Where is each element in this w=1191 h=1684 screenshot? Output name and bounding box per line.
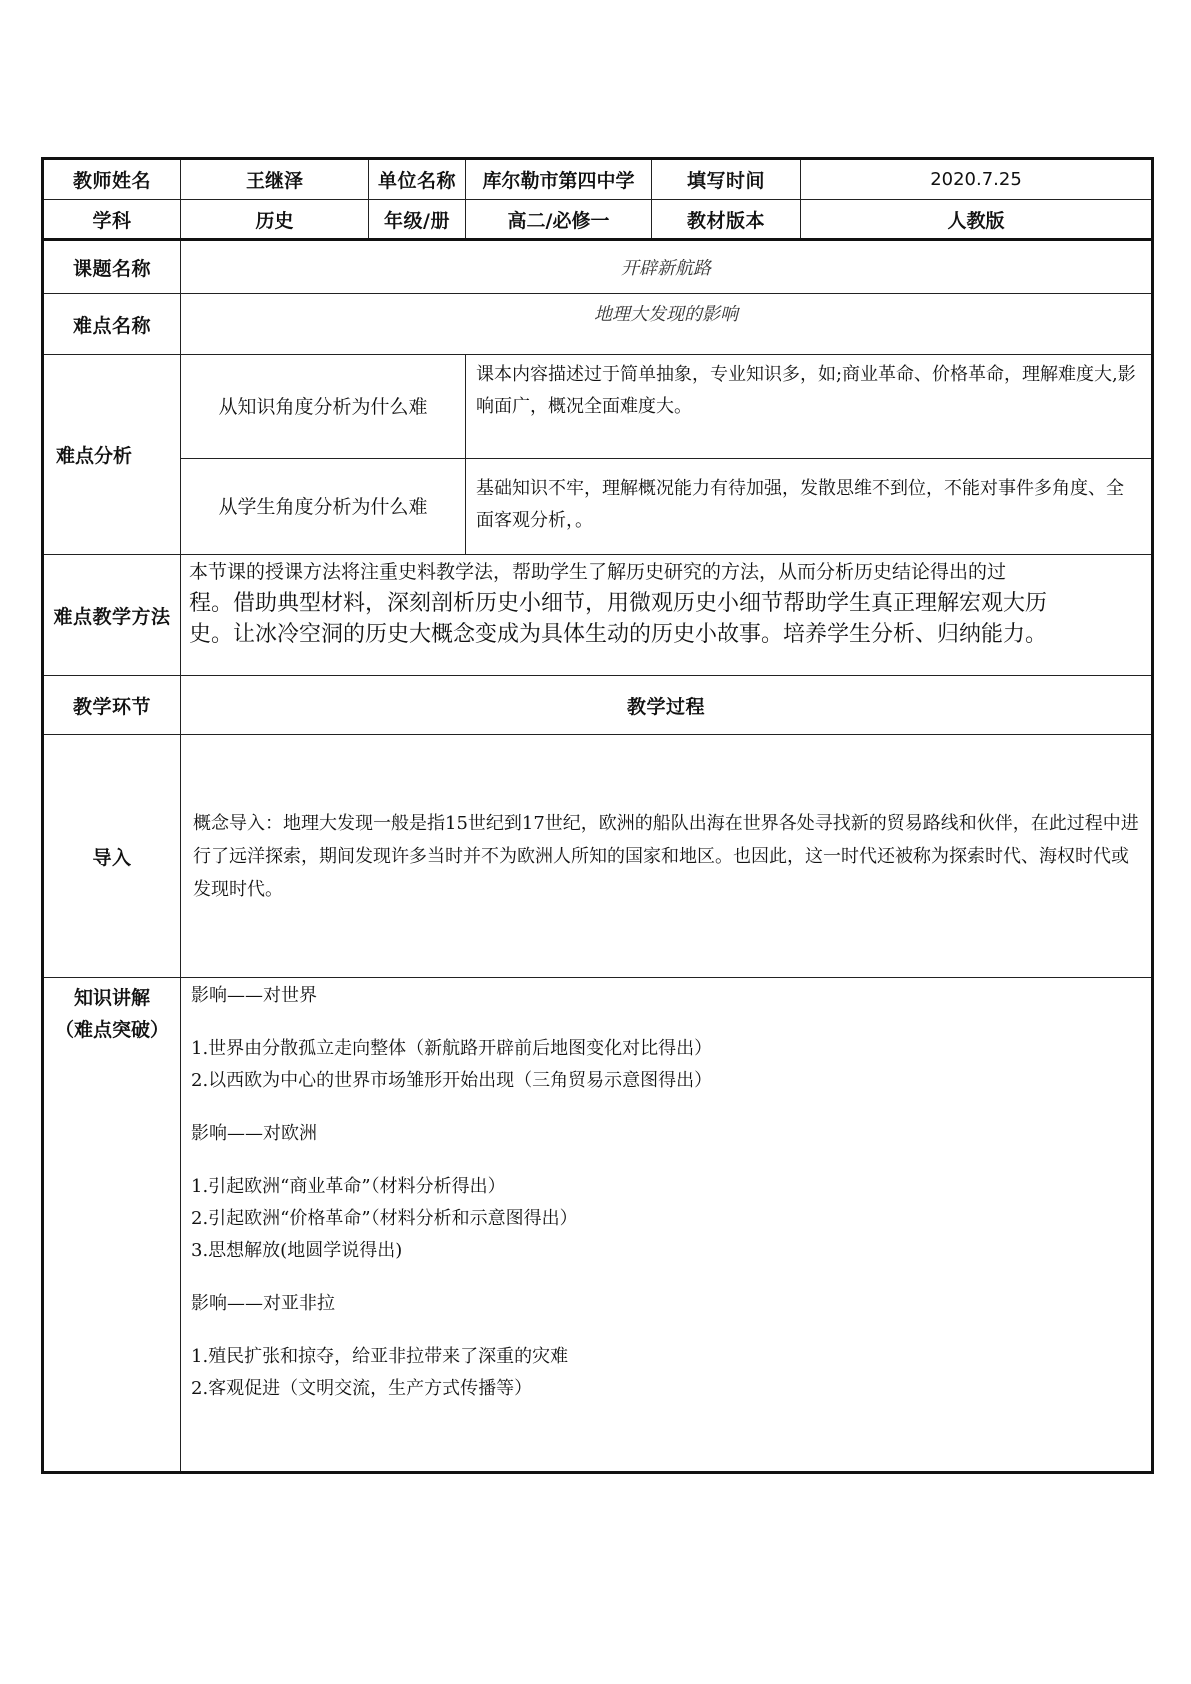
world-item-1: 1.世界由分散孤立走向整体（新航路开辟前后地图变化对比得出）: [191, 1038, 713, 1059]
teacher-name-label: 教师姓名: [43, 159, 181, 200]
edition-label: 教材版本: [652, 200, 801, 240]
analysis-label: 难点分析: [43, 355, 181, 555]
teacher-name-value: 王继泽: [181, 159, 369, 200]
method-text: [181, 555, 1153, 676]
topic-row: [43, 240, 1153, 294]
knowledge-row: [43, 978, 1153, 1473]
asia-item-2: 2.客观促进（文明交流，生产方式传播等）: [191, 1378, 533, 1399]
difficulty-label: 难点名称: [43, 294, 181, 355]
knowledge-label-line-2: （难点突破）: [54, 1019, 169, 1041]
europe-heading: 影响——对欧洲: [191, 1123, 317, 1144]
process-label: 教学过程: [181, 676, 1153, 735]
europe-item-2: 2.引起欧洲“价格革命”（材料分析和示意图得出）: [191, 1208, 578, 1229]
method-line-2: 程。借助典型材料，深刻剖析历史小细节，用微观历史小细节帮助学生真正理解宏观大历: [189, 591, 1048, 616]
section-label: 教学环节: [43, 676, 181, 735]
analysis-student-row: [43, 459, 1153, 555]
world-item-2: 2.以西欧为中心的世界市场雏形开始出现（三角贸易示意图得出）: [191, 1070, 713, 1091]
method-row: [43, 555, 1153, 676]
knowledge-label: [43, 978, 181, 1473]
analysis-student-text: 基础知识不牢，理解概况能力有待加强，发散思维不到位，不能对事件多角度、全面客观分析，。: [466, 459, 1153, 555]
asia-item-1: 1.殖民扩张和掠夺，给亚非拉带来了深重的灾难: [191, 1346, 569, 1367]
europe-item-3: 3.思想解放(地圆学说得出): [191, 1240, 403, 1261]
intro-text: 概念导入：地理大发现一般是指15世纪到17世纪，欧洲的船队出海在世界各处寻找新的贸易路线和伙伴，在此过程中进行了远洋探索，期间发现许多当时并不为欧洲人所知的国家和地区。也因此，这一时代还被称为探索时代、海权时代或发现时代。: [181, 735, 1153, 978]
world-heading: 影响——对世界: [191, 985, 317, 1006]
unit-name-value: 库尔勒市第四中学: [466, 159, 652, 200]
edition-value: 人教版: [801, 200, 1153, 240]
intro-row: [43, 735, 1153, 978]
intro-label: 导入: [43, 735, 181, 978]
analysis-knowledge-row: [43, 355, 1153, 459]
method-line-1: 本节课的授课方法将注重史料教学法，帮助学生了解历史研究的方法，从而分析历史结论得出的过: [189, 561, 1007, 583]
topic-value: 开辟新航路: [181, 240, 1153, 294]
method-line-3: 史。让冰冷空洞的历史大概念变成为具体生动的历史小故事。培养学生分析、归纳能力。: [189, 622, 1048, 647]
process-header-row: [43, 676, 1153, 735]
analysis-student-label: 从学生角度分析为什么难: [181, 459, 466, 555]
knowledge-body: [181, 978, 1153, 1473]
grade-value: 高二/必修一: [466, 200, 652, 240]
header-row-2: [43, 200, 1153, 240]
asia-heading: 影响——对亚非拉: [191, 1293, 335, 1314]
fill-time-value: 2020.7.25: [801, 159, 1153, 200]
method-label: 难点教学方法: [43, 555, 181, 676]
analysis-knowledge-label: 从知识角度分析为什么难: [181, 355, 466, 459]
fill-time-label: 填写时间: [652, 159, 801, 200]
europe-item-1: 1.引起欧洲“商业革命”（材料分析得出）: [191, 1176, 506, 1197]
subject-label: 学科: [43, 200, 181, 240]
header-row-1: [43, 159, 1153, 200]
difficulty-row: [43, 294, 1153, 355]
knowledge-label-line-1: 知识讲解: [73, 987, 150, 1009]
lesson-plan-table: [41, 157, 1154, 1474]
grade-label: 年级/册: [369, 200, 466, 240]
analysis-knowledge-text: 课本内容描述过于简单抽象，专业知识多，如;商业革命、价格革命，理解难度大,影响面广，概况全面难度大。: [466, 355, 1153, 459]
difficulty-value: 地理大发现的影响: [181, 294, 1153, 355]
unit-name-label: 单位名称: [369, 159, 466, 200]
topic-label: 课题名称: [43, 240, 181, 294]
lesson-plan-table-container: [41, 157, 1151, 1474]
subject-value: 历史: [181, 200, 369, 240]
